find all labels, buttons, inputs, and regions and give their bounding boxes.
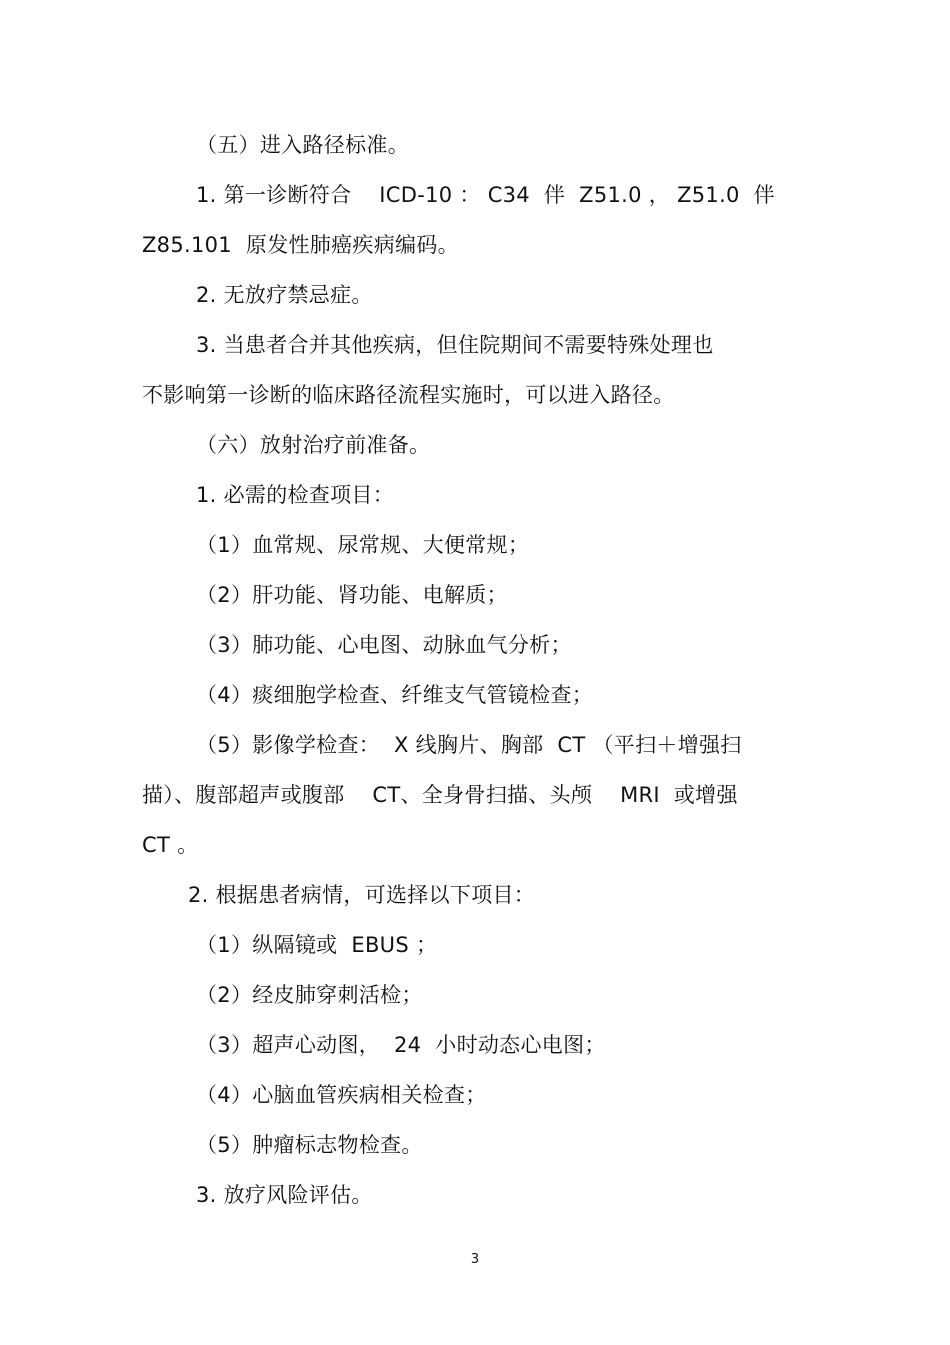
list-item: （1）血常规、尿常规、大便常规；	[196, 533, 530, 557]
paragraph-line: 3. 放疗风险评估。	[196, 1183, 373, 1207]
section-heading-5: （五）进入路径标准。	[196, 133, 409, 157]
list-item: （4）心脑血管疾病相关检查；	[196, 1083, 487, 1107]
page-number: 3	[470, 1252, 480, 1267]
paragraph-line: Z85.101 原发性肺癌疾病编码。	[142, 233, 459, 257]
list-item: （2）肝功能、肾功能、电解质；	[196, 583, 508, 607]
list-item: （5）影像学检查： X 线胸片、胸部 CT （平扫＋增强扫	[196, 733, 742, 757]
list-item: （5）肿瘤标志物检查。	[196, 1133, 423, 1157]
paragraph-line: 3. 当患者合并其他疾病，但住院期间不需要特殊处理也	[196, 333, 714, 357]
paragraph-line: 描）、腹部超声或腹部 CT、全身骨扫描、头颅 MRI 或增强	[142, 783, 738, 807]
list-item: （4）痰细胞学检查、纤维支气管镜检查；	[196, 683, 594, 707]
paragraph-line: 1. 必需的检查项目：	[196, 483, 395, 507]
paragraph-line: CT 。	[142, 833, 199, 857]
paragraph-line: 2. 根据患者病情，可选择以下项目：	[188, 883, 536, 907]
section-heading-6: （六）放射治疗前准备。	[196, 433, 431, 457]
list-item: （2）经皮肺穿刺活检；	[196, 983, 423, 1007]
paragraph-line: 1. 第一诊断符合 ICD-10 ： C34 伴 Z51.0 ， Z51.0 伴	[196, 183, 775, 207]
paragraph-line: 2. 无放疗禁忌症。	[196, 283, 373, 307]
list-item: （3）肺功能、心电图、动脉血气分析；	[196, 633, 572, 657]
list-item: （3）超声心动图， 24 小时动态心电图；	[196, 1033, 606, 1057]
paragraph-line: 不影响第一诊断的临床路径流程实施时，可以进入路径。	[142, 383, 675, 407]
list-item: （1）纵隔镜或 EBUS ；	[196, 933, 438, 957]
